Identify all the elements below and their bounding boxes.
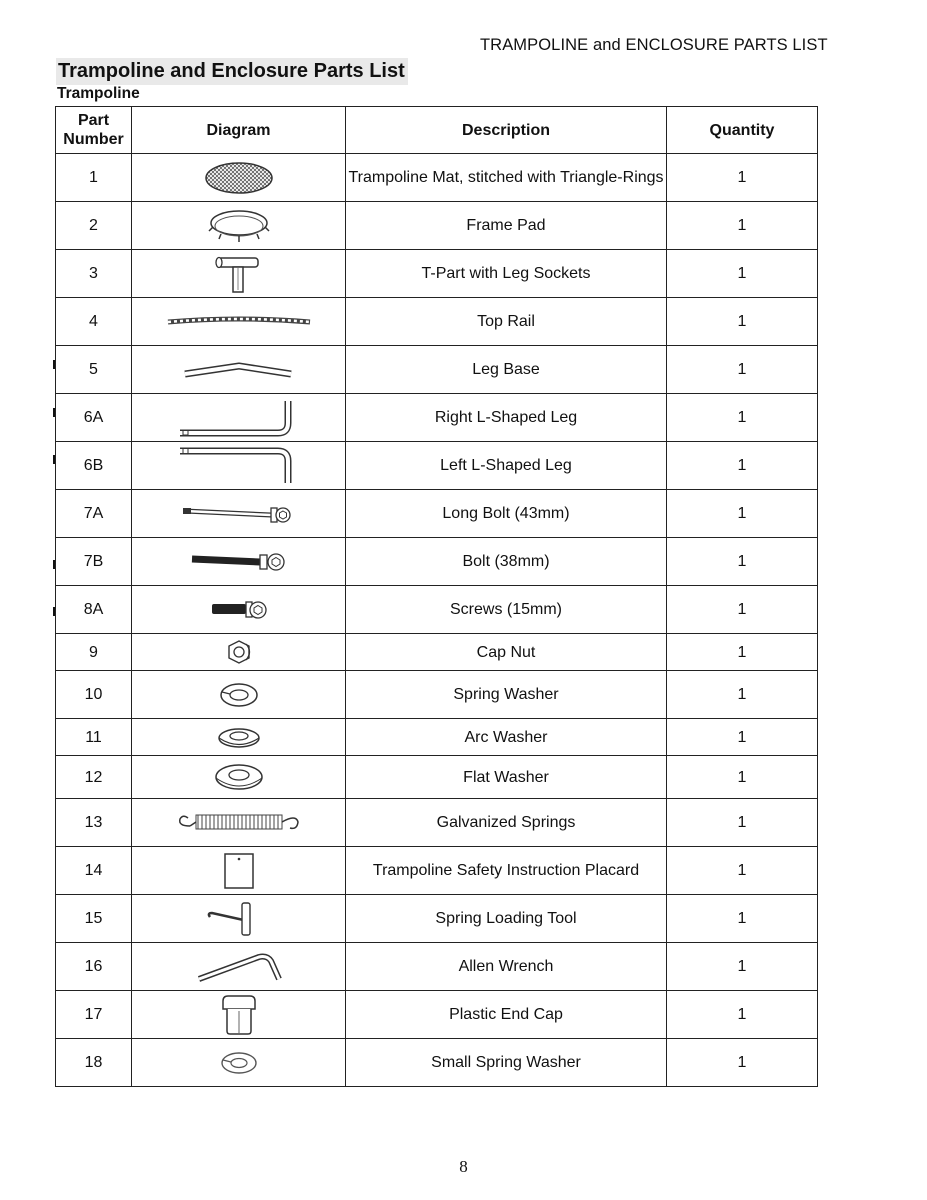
part-number: 15 <box>56 895 132 943</box>
table-row <box>56 991 818 1039</box>
part-number: 11 <box>56 719 132 756</box>
diagram-cell <box>132 298 346 346</box>
table-row <box>56 943 818 991</box>
part-number: 2 <box>56 202 132 250</box>
quantity: 1 <box>667 991 818 1039</box>
quantity: 1 <box>667 250 818 298</box>
spring-tool-icon <box>204 899 274 939</box>
diagram-cell <box>132 756 346 799</box>
running-header: TRAMPOLINE and ENCLOSURE PARTS LIST <box>480 36 828 54</box>
description: T-Part with Leg Sockets <box>346 250 667 298</box>
quantity: 1 <box>667 298 818 346</box>
diagram-cell <box>132 943 346 991</box>
quantity: 1 <box>667 394 818 442</box>
table-row <box>56 346 818 394</box>
end-cap-icon <box>217 993 261 1037</box>
part-number: 18 <box>56 1039 132 1087</box>
diagram-cell <box>132 586 346 634</box>
diagram-cell <box>132 250 346 298</box>
header-quantity: Quantity <box>667 107 818 154</box>
small-spring-washer-icon <box>216 1048 262 1078</box>
diagram-cell <box>132 991 346 1039</box>
description: Screws (15mm) <box>346 586 667 634</box>
table-row <box>56 895 818 943</box>
document-title: Trampoline and Enclosure Parts List <box>56 58 408 85</box>
description: Allen Wrench <box>346 943 667 991</box>
table-row <box>56 1039 818 1087</box>
diagram-cell <box>132 202 346 250</box>
quantity: 1 <box>667 847 818 895</box>
part-number: 8A <box>56 586 132 634</box>
header-diagram: Diagram <box>132 107 346 154</box>
diagram-cell <box>132 671 346 719</box>
description: Right L-Shaped Leg <box>346 394 667 442</box>
section-title: Trampoline <box>57 85 140 102</box>
parts-table <box>55 106 818 1087</box>
table-row <box>56 634 818 671</box>
quantity: 1 <box>667 943 818 991</box>
diagram-cell <box>132 719 346 756</box>
t-part-icon <box>204 252 274 296</box>
diagram-cell <box>132 847 346 895</box>
description: Trampoline Mat, stitched with Triangle-Rings <box>346 154 667 202</box>
description: Arc Washer <box>346 719 667 756</box>
part-number: 9 <box>56 634 132 671</box>
bolt-icon <box>184 549 294 575</box>
description: Spring Loading Tool <box>346 895 667 943</box>
description: Top Rail <box>346 298 667 346</box>
header-part-number: Part Number <box>56 107 132 154</box>
cap-nut-icon <box>222 638 256 666</box>
mat-icon <box>199 158 279 198</box>
table-row <box>56 538 818 586</box>
diagram-cell <box>132 154 346 202</box>
table-header-row <box>56 107 818 154</box>
diagram-cell <box>132 394 346 442</box>
part-number: 17 <box>56 991 132 1039</box>
description: Trampoline Safety Instruction Placard <box>346 847 667 895</box>
quantity: 1 <box>667 895 818 943</box>
table-row <box>56 250 818 298</box>
part-number: 14 <box>56 847 132 895</box>
diagram-cell <box>132 346 346 394</box>
part-number: 12 <box>56 756 132 799</box>
part-number: 10 <box>56 671 132 719</box>
quantity: 1 <box>667 586 818 634</box>
flat-washer-icon <box>211 760 267 794</box>
page-number: 8 <box>459 1157 468 1176</box>
description: Cap Nut <box>346 634 667 671</box>
spring-icon <box>174 810 304 836</box>
description: Galvanized Springs <box>346 799 667 847</box>
diagram-cell <box>132 799 346 847</box>
description: Leg Base <box>346 346 667 394</box>
part-number: 5 <box>56 346 132 394</box>
table-row <box>56 586 818 634</box>
part-number: 4 <box>56 298 132 346</box>
part-number: 6B <box>56 442 132 490</box>
description: Spring Washer <box>346 671 667 719</box>
frame-pad-icon <box>199 205 279 247</box>
table-row <box>56 490 818 538</box>
description: Long Bolt (43mm) <box>346 490 667 538</box>
table-row <box>56 298 818 346</box>
quantity: 1 <box>667 1039 818 1087</box>
l-leg-icon <box>174 445 304 487</box>
table-row <box>56 671 818 719</box>
description: Plastic End Cap <box>346 991 667 1039</box>
quantity: 1 <box>667 442 818 490</box>
part-number: 6A <box>56 394 132 442</box>
part-number: 7B <box>56 538 132 586</box>
table-row <box>56 154 818 202</box>
part-number: 7A <box>56 490 132 538</box>
quantity: 1 <box>667 202 818 250</box>
diagram-cell <box>132 490 346 538</box>
description: Flat Washer <box>346 756 667 799</box>
table-row <box>56 847 818 895</box>
quantity: 1 <box>667 490 818 538</box>
diagram-cell <box>132 1039 346 1087</box>
quantity: 1 <box>667 634 818 671</box>
table-row <box>56 394 818 442</box>
quantity: 1 <box>667 346 818 394</box>
description: Small Spring Washer <box>346 1039 667 1087</box>
diagram-cell <box>132 538 346 586</box>
screw-icon <box>204 596 274 624</box>
placard-icon <box>222 851 256 891</box>
diagram-cell <box>132 634 346 671</box>
leg-base-icon <box>179 358 299 382</box>
quantity: 1 <box>667 799 818 847</box>
part-number: 13 <box>56 799 132 847</box>
quantity: 1 <box>667 154 818 202</box>
quantity: 1 <box>667 538 818 586</box>
table-row <box>56 799 818 847</box>
long-bolt-icon <box>179 501 299 527</box>
quantity: 1 <box>667 719 818 756</box>
allen-wrench-icon <box>189 947 289 987</box>
description: Bolt (38mm) <box>346 538 667 586</box>
arc-washer-icon <box>214 723 264 751</box>
table-row <box>56 442 818 490</box>
quantity: 1 <box>667 671 818 719</box>
part-number: 1 <box>56 154 132 202</box>
diagram-cell <box>132 895 346 943</box>
part-number: 3 <box>56 250 132 298</box>
l-leg-icon <box>174 397 304 439</box>
table-row <box>56 756 818 799</box>
table-row <box>56 202 818 250</box>
table-row <box>56 719 818 756</box>
spring-washer-icon <box>214 678 264 712</box>
quantity: 1 <box>667 756 818 799</box>
description: Frame Pad <box>346 202 667 250</box>
part-number: 16 <box>56 943 132 991</box>
description: Left L-Shaped Leg <box>346 442 667 490</box>
top-rail-icon <box>164 312 314 332</box>
diagram-cell <box>132 442 346 490</box>
header-description: Description <box>346 107 667 154</box>
